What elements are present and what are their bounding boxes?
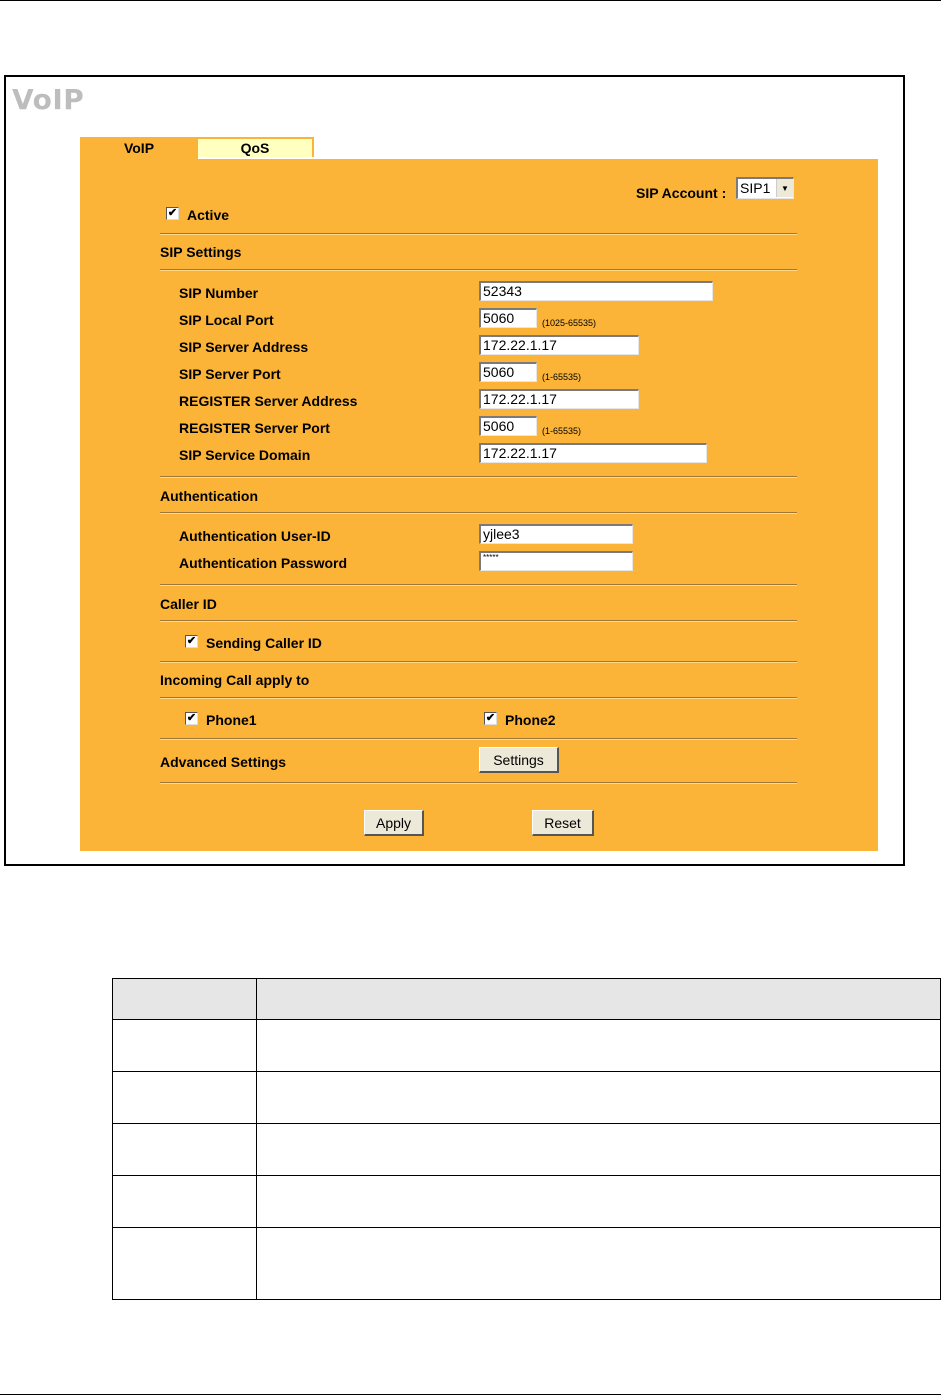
auth-password-label: Authentication Password <box>179 555 348 571</box>
register-server-port-label: REGISTER Server Port <box>179 420 330 436</box>
sip-account-label: SIP Account : <box>636 185 727 201</box>
divider <box>160 476 797 478</box>
sip-server-port-input[interactable]: 5060 <box>479 362 537 382</box>
divider <box>160 738 797 740</box>
table-cell <box>257 1176 941 1228</box>
section-caller-id: Caller ID <box>160 596 217 612</box>
voip-settings-panel <box>80 159 878 851</box>
tab-qos[interactable]: QoS <box>198 137 314 157</box>
table-cell <box>257 1072 941 1124</box>
register-server-address-input[interactable]: 172.22.1.17 <box>479 389 639 409</box>
section-incoming-call: Incoming Call apply to <box>160 672 310 688</box>
table-row <box>113 1020 941 1072</box>
top-rule <box>0 0 941 1</box>
active-label: Active <box>187 207 230 223</box>
register-server-port-hint: (1-65535) <box>542 426 582 436</box>
tab-voip[interactable]: VoIP <box>80 137 198 159</box>
sip-local-port-label: SIP Local Port <box>179 312 274 328</box>
table-cell <box>257 1228 941 1300</box>
table-row <box>113 1072 941 1124</box>
apply-button[interactable]: Apply <box>364 810 424 836</box>
sending-caller-id-checkbox[interactable]: ✔ <box>186 635 197 647</box>
auth-user-id-label: Authentication User-ID <box>179 528 331 544</box>
table-header-cell <box>257 979 941 1020</box>
chevron-down-icon: ▼ <box>776 179 793 197</box>
table-cell <box>113 1228 257 1300</box>
section-sip-settings: SIP Settings <box>160 244 242 260</box>
settings-button[interactable]: Settings <box>479 747 559 773</box>
phone2-checkbox[interactable]: ✔ <box>485 712 496 724</box>
table-cell <box>257 1020 941 1072</box>
bottom-rule <box>0 1394 941 1395</box>
auth-password-input[interactable]: ***** <box>479 551 633 571</box>
table-cell <box>113 1176 257 1228</box>
sip-server-address-input[interactable]: 172.22.1.17 <box>479 335 639 355</box>
field-description-table <box>112 978 941 1300</box>
table-header-cell <box>113 979 257 1020</box>
table-cell <box>113 1124 257 1176</box>
sip-server-port-label: SIP Server Port <box>179 366 281 382</box>
phone1-label: Phone1 <box>206 712 257 728</box>
sip-local-port-input[interactable]: 5060 <box>479 308 537 328</box>
divider <box>160 661 797 663</box>
sip-server-port-hint: (1-65535) <box>542 372 582 382</box>
table-header-row <box>113 979 941 1020</box>
active-checkbox[interactable]: ✔ <box>167 207 178 219</box>
sip-service-domain-label: SIP Service Domain <box>179 447 311 463</box>
auth-user-id-input[interactable]: yjlee3 <box>479 524 633 544</box>
table-cell <box>257 1124 941 1176</box>
divider <box>160 620 797 622</box>
section-advanced-settings: Advanced Settings <box>160 754 287 770</box>
sip-account-value: SIP1 <box>740 180 771 196</box>
sip-server-address-label: SIP Server Address <box>179 339 309 355</box>
sip-account-select[interactable] <box>736 177 794 199</box>
voip-screen-frame <box>4 75 905 866</box>
divider <box>160 782 797 784</box>
sending-caller-id-label: Sending Caller ID <box>206 635 322 651</box>
divider <box>160 233 797 235</box>
register-server-port-input[interactable]: 5060 <box>479 416 537 436</box>
register-server-address-label: REGISTER Server Address <box>179 393 358 409</box>
divider <box>160 269 797 271</box>
table-row <box>113 1124 941 1176</box>
reset-button[interactable]: Reset <box>532 810 594 836</box>
sip-service-domain-input[interactable]: 172.22.1.17 <box>479 443 707 463</box>
section-authentication: Authentication <box>160 488 258 504</box>
table-row <box>113 1176 941 1228</box>
page-title: VoIP <box>12 83 85 116</box>
phone1-checkbox[interactable]: ✔ <box>186 712 197 724</box>
divider <box>160 697 797 699</box>
divider <box>160 584 797 586</box>
phone2-label: Phone2 <box>505 712 556 728</box>
sip-local-port-hint: (1025-65535) <box>542 318 597 328</box>
sip-number-label: SIP Number <box>179 285 259 301</box>
table-cell <box>113 1020 257 1072</box>
divider <box>160 512 797 514</box>
table-row <box>113 1228 941 1300</box>
table-cell <box>113 1072 257 1124</box>
sip-number-input[interactable]: 52343 <box>479 281 713 301</box>
